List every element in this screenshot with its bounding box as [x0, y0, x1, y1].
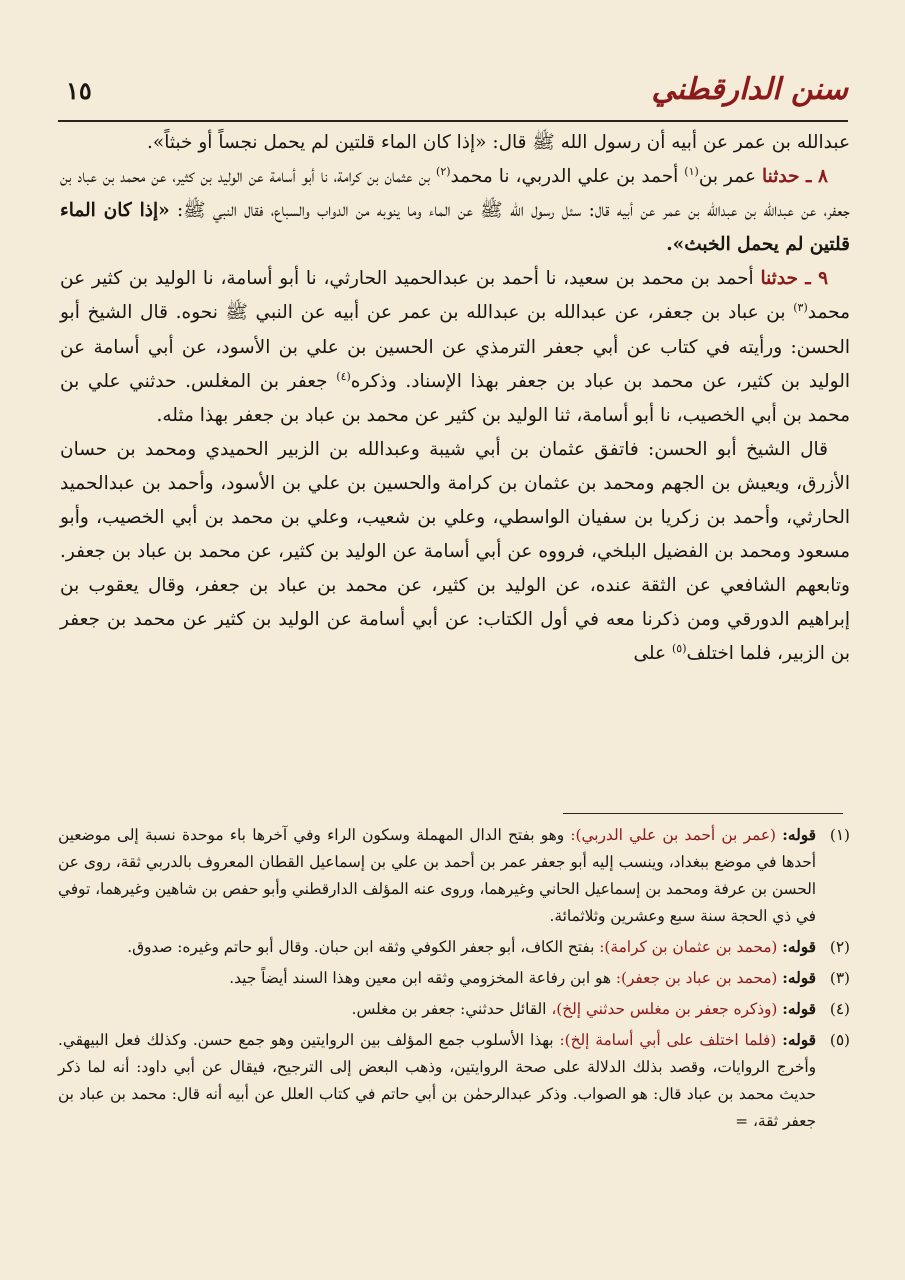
footnote-body — [58, 1027, 816, 1135]
footnote-text: بهذا الأسلوب جمع المؤلف بين الروايتين وهو جمع حسن. وكذلك فعل البيهقي. وأخرج الروايات، وقصد بذلك الدلالة على صحة الروايتين، وذهب البعض إلى الترجيح، فيقال عن أبي داود: أنه لما ذكر حديث محمد بن عباد قال: هو الصواب. وذكر عبدالرحمٰن بن أبي حاتم في كتاب العلل عن أبيه أنه قال: محمد بن عباد بن جعفر ثقة، = — [58, 1031, 816, 1130]
footnote-number: (٣) — [829, 969, 850, 987]
footnote-label: قوله: — [782, 938, 816, 956]
footnote-label: قوله: — [782, 1031, 816, 1049]
footnotes — [58, 822, 850, 1139]
footnote-separator — [563, 813, 843, 814]
commentary-text: على — [633, 643, 667, 665]
footnote — [58, 822, 850, 930]
footnote-marker: (٥) — [671, 642, 687, 656]
footnote — [58, 965, 850, 992]
footnote-label: قوله: — [782, 826, 816, 844]
hadith-9 — [60, 262, 850, 432]
footnote-marker: (٤) — [336, 369, 351, 383]
footnote-number: (٥) — [829, 1031, 850, 1049]
footnote-text: هو ابن رفاعة المخزومي وثقه ابن معين وهذا السند أيضاً جيد. — [229, 969, 611, 987]
page-header — [58, 70, 848, 122]
footnote-marker: (١) — [684, 164, 699, 178]
footnote-body — [58, 934, 816, 961]
page-number: ١٥ — [66, 76, 92, 105]
footnote-number: (١) — [829, 826, 850, 844]
footnote-body — [58, 996, 816, 1023]
footnote-marker: (٣) — [793, 301, 808, 315]
footnote-marker: (٢) — [436, 164, 451, 178]
hadith-text: بن عباد بن جعفر، عن عبدالله بن عبدالله بن عمر عن أبيه عن النبي ﷺ نحوه. قال الشيخ أبو الحسن: ورأيته في كتاب عن أبي جعفر الترمذي عن الحسين بن علي بن الأسود، عن أبي أسامة عن الوليد بن كثير، عن محمد بن عباد بن جعفر بهذا الإسناد. وذكره — [60, 302, 850, 392]
footnote-reference: (وذكره جعفر بن مغلس حدثني إلخ)، — [551, 1000, 778, 1018]
footnote — [58, 1027, 850, 1135]
footnote-reference: (محمد بن عثمان بن كرامة): — [599, 938, 778, 956]
footnote-body — [58, 822, 816, 930]
footnote-text: وهو بفتح الدال المهملة وسكون الراء وفي آخرها باء موحدة نسبة إلى موضعين أحدها في موضع ببغداد، وينسب إليه أبو جعفر عمر بن أحمد بن علي بن إسماعيل القطان المعروف بالدربي ثقة، روى عن الحسن بن عرفة ومحمد بن إسماعيل الحاني وغيرهما، وروى عنه المؤلف الدارقطني وأبو حفص بن شاهين وغيرهما، توفي في ذي الحجة سنة سبع وعشرين وثلاثمائة. — [58, 826, 816, 925]
hadith-text: عمر بن — [698, 166, 756, 188]
footnote-label: قوله: — [782, 969, 816, 987]
footnote-number: (٤) — [829, 1000, 850, 1018]
footnote — [58, 996, 850, 1023]
book-title: سنن الدارقطني — [651, 72, 848, 107]
footnote-text: القائل حدثني: جعفر بن مغلس. — [351, 1000, 547, 1018]
footnote-reference: (عمر بن أحمد بن علي الدربي): — [570, 826, 776, 844]
footnote-number: (٢) — [829, 938, 850, 956]
hadith-text: جعفر بن المغلس. حدثني علي بن محمد بن أبي الخصيب، نا أبو أسامة، ثنا الوليد بن كثير عن محمد بن عباد بن جعفر بهذا مثله. — [60, 370, 850, 426]
hadith-text: أحمد بن علي الدربي، نا محمد — [450, 166, 679, 188]
hadith-8 — [60, 160, 850, 262]
footnote-label: قوله: — [782, 1000, 816, 1018]
paragraph-commentary — [60, 433, 850, 672]
commentary-text: قال الشيخ أبو الحسن: فاتفق عثمان بن أبي شيبة وعبدالله بن الزبير الحميدي ومحمد بن حسان الأزرق، ويعيش بن الجهم ومحمد بن عثمان بن كرامة والحسين بن علي بن الأسود، وأحمد بن عبدالحميد الحارثي، وأحمد بن زكريا بن سفيان الواسطي، وعلي بن شعيب، وعلي بن محمد بن أبي الخصيب، وأبو مسعود ومحمد بن الفضيل البلخي، فرووه عن أبي أسامة عن الوليد بن كثير، عن محمد بن عباد بن جعفر. وتابعهم الشافعي عن الثقة عنده، عن الوليد بن كثير، عن محمد بن عباد بن جعفر، وقال يعقوب بن إبراهيم الدورقي ومن ذكرنا معه في أول الكتاب: عن أبي أسامة عن الوليد بن كثير عن محمد بن جعفر بن الزبير، فلما اختلف — [60, 438, 850, 665]
footnote-text: بفتح الكاف، أبو جعفر الكوفي وثقه ابن حبان. وقال أبو حاتم وغيره: صدوق. — [127, 938, 595, 956]
footnote-body — [58, 965, 816, 992]
main-text — [60, 126, 850, 672]
footnote-reference: (فلما اختلف على أبي أسامة إلخ): — [559, 1031, 777, 1049]
hadith-number: ٩ ـ حدثنا — [760, 268, 828, 290]
footnote — [58, 934, 850, 961]
hadith-number: ٨ ـ حدثنا — [761, 166, 828, 188]
paragraph-continuation: عبدالله بن عمر عن أبيه أن رسول الله ﷺ قال: «إذا كان الماء قلتين لم يحمل نجساً أو خبثاً». — [147, 132, 850, 153]
hadith-text: أحمد بن محمد بن سعيد، نا أحمد بن عبدالحميد الحارثي، نا أبو أسامة، نا الوليد بن كثير عن محمد — [60, 268, 850, 324]
hadith-quote: «إذا كان الماء قلتين لم يحمل الخبث». — [60, 200, 850, 256]
hadith-text: بن عثمان بن كرامة، نا أبو أسامة عن الوليد بن كثير، عن محمد بن عباد بن جعفر، عن عبدالله بن عبدالله بن عمر عن أبيه قال: سئل رسول الله ﷺ عن الماء وما ينوبه من الدواب والسباع، فقال النبي ﷺ: — [60, 166, 850, 222]
header-rule — [58, 120, 848, 122]
footnote-reference: (محمد بن عباد بن جعفر): — [615, 969, 778, 987]
